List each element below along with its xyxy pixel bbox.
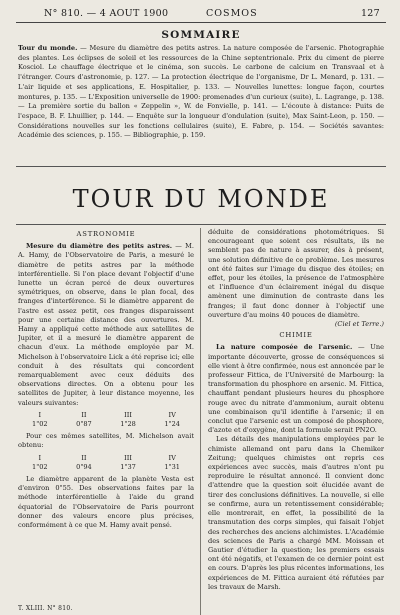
paragraph: Pour ces mêmes satellites, M. Michelson avait obtenu: xyxy=(18,432,194,450)
page-number: 127 xyxy=(360,8,380,19)
divider xyxy=(16,224,386,225)
cell-label: II xyxy=(81,410,87,419)
cell-label: IV xyxy=(168,453,176,462)
sommaire-body xyxy=(18,44,384,160)
cell-value: 1"02 xyxy=(32,462,48,471)
paragraph-lead: Mesure du diamètre des petits astres. xyxy=(26,242,173,251)
section-heading-chimie: CHIMIE xyxy=(279,331,313,340)
table-cell xyxy=(164,411,180,429)
table-cell xyxy=(120,454,136,472)
table-cell xyxy=(32,411,48,429)
cell-value: 0"87 xyxy=(76,420,92,429)
article-columns xyxy=(16,228,386,615)
cell-value: 1"31 xyxy=(164,462,180,471)
paragraph-text: — Une importante découverte, grosse de conséquences si elle vient à être confirmée, nous est annoncée par le professeur Fittica, de l'Université de Marbourg: la transformation du phosphore en arsenic. M. Fittica, chauffant pendant plusieurs heures du phosphore rouge avec du nitrate d'ammonium, aurait obtenu une combinaison qu'il identifie à l'arsenic; il en conclut que l'arsenic est un composé de phosphore, d'azote et d'oxygène, dont la formule serait PN2O. xyxy=(208,343,384,435)
cell-label: I xyxy=(38,410,42,419)
paragraph: Les détails des manipulations employées par le chimiste allemand ont paru dans la Chemiker Zeitung; quelques chimistes ont repris ces expériences avec succès, mais d'autres n'ont pu reproduire le résultat annoncé. Il convient donc d'attendre que la question soit élucidée avant de tirer des conclusions définitives. La nouvelle, si elle se confirme, aura un retentissement considérable; elle montrerait, en effet, la possibilité de la transmutation des corps simples, qui faisait l'objet des recherches des anciens alchimistes. L'Académie des sciences de Paris a chargé MM. Moissan et Gautier d'étudier la question; les premiers essais ont été négatifs, et l'examen de ce dernier point est en cours. D'après les plus récentes informations, les expériences de M. Fittica auraient été réfutées par les travaux de Marsh. xyxy=(208,435,384,591)
cell-label: II xyxy=(81,453,87,462)
paragraph xyxy=(208,343,384,435)
cell-value: 1"37 xyxy=(120,462,136,471)
cell-label: IV xyxy=(168,410,176,419)
section-heading-astronomie: ASTRONOMIE xyxy=(76,230,136,238)
column-divider xyxy=(200,228,201,615)
paragraph xyxy=(18,242,194,408)
cell-label: III xyxy=(124,410,132,419)
measurement-table xyxy=(18,411,194,429)
divider xyxy=(16,166,386,167)
journal-name: COSMOS xyxy=(206,8,258,19)
cell-label: III xyxy=(124,453,132,462)
table-cell xyxy=(76,454,92,472)
section-title: TOUR DU MONDE xyxy=(72,185,330,213)
paragraph: Le diamètre apparent de la planète Vesta est d'environ 0"55. Des observations faites par la méthode interférentielle à l'aide du grand équatorial de l'Observatoire de Paris pourront donner des valeurs encore plus précises, conformément à ce que M. Hamy avait pensé. xyxy=(18,475,194,530)
cell-value: 1"02 xyxy=(32,420,48,429)
sommaire-text: — Mesure du diamètre des petits astres. La nature composée de l'arsenic. Photographie des plantes. Les éclipses de soleil et les ressources de la Chine septentrionale. Prix du ciment de pierre Kosciol. Le chauffage électrique et le cinéma, son succès. Le carbone de calcium en Transvaal et à l'étranger. Cours d'astronomie, p. 127. — La protection électrique de l'organisme, Dr L. Menard, p. 131. — L'air liquide et ses applications, E. Hospitalier, p. 133. — Nouvelles lunettes: longue façon, courtes montures, p. 135. — L'Exposition universelle de 1900: promenades d'un curieux (suite), L. Lagrange, p. 138. — La première sortie du ballon « Zeppelin », W. de Fonvielle, p. 141. — L'écoute à distance: Puits de l'espace, B. F. Lhuillier, p. 144. — Enquête sur la longueur d'ondulation (suite), Max Saint-Leon, p. 150. — Considérations nouvelles sur les fonctions cellulaires (suite), E. Fabre, p. 154. — Sociétés savantes: Académie des sciences, p. 155. — Bibliographie, p. 159. xyxy=(18,44,384,140)
page-masthead xyxy=(16,6,386,23)
sommaire-lead: Tour du monde. xyxy=(18,44,78,52)
table-cell xyxy=(164,454,180,472)
measurement-table xyxy=(18,454,194,472)
issue-info: N° 810. — 4 AOUT 1900 xyxy=(44,8,169,19)
paragraph-text: — M. A. Hamy, de l'Observatoire de Paris, a mesuré le diamètre de petits astres par la méthode interférentielle. Si l'on place devant l'objectif d'une lunette un écran percé de deux ouvertures symétriques, on observe, dans le plan focal, des franges d'interférence. Si le diamètre apparent de l'astre est assez petit, ces franges disparaissent pour une certaine distance des ouvertures. M. Hamy a appliqué cette méthode aux satellites de Jupiter, et il a mesuré le diamètre apparent de chacun d'eux. La méthode employée par M. Michelson à l'observatoire Lick a été reprise ici; elle conduit à des résultats qui concordent remarquablement avec ceux déduits des observations directes. On a obtenu pour les satellites de Jupiter, à leur distance moyenne, les valeurs suivantes: xyxy=(18,242,194,407)
table-cell xyxy=(76,411,92,429)
cell-label: I xyxy=(38,453,42,462)
sommaire-title: SOMMAIRE xyxy=(161,29,241,41)
paragraph-lead: La nature composée de l'arsenic. xyxy=(216,343,353,352)
cell-value: 0"94 xyxy=(76,462,92,471)
left-column xyxy=(18,228,194,615)
cell-value: 1"28 xyxy=(120,420,136,429)
cell-value: 1"24 xyxy=(164,420,180,429)
paragraph: déduite de considérations photométriques. Si encourageant que soient ces résultats, ils ne semblent pas de nature à assurer, dès à présent, une solution définitive de ce problème. Les mesures ont été faites sur l'image du disque des étoiles; en effet, pour les étoiles, la présence de l'atmosphère et l'influence d'un éclairement inégal du disque amènent une diminution de contraste dans les franges; il faut donc donner à l'objectif une ouverture d'au moins 40 pouces de diamètre. xyxy=(208,228,384,319)
table-cell xyxy=(32,454,48,472)
right-column xyxy=(208,228,384,615)
page-footer: T. XLIII. N° 810. xyxy=(18,605,73,612)
source-citation: (Ciel et Terre.) xyxy=(334,320,384,329)
table-cell xyxy=(120,411,136,429)
